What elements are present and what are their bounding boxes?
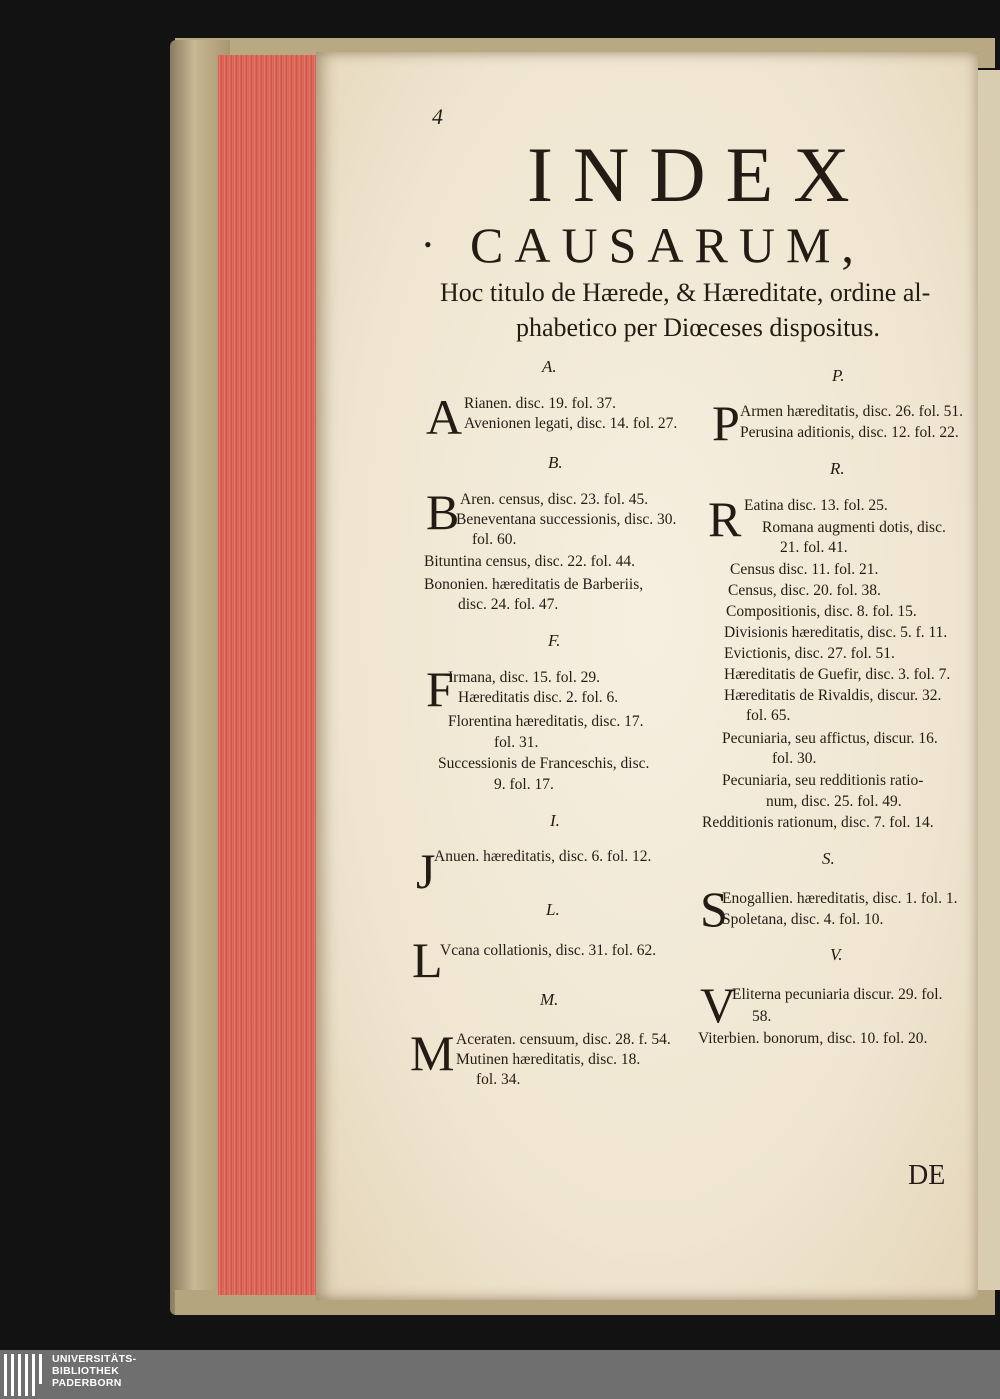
entry-r-16: Redditionis rationum, disc. 7. fol. 14. — [702, 814, 934, 831]
entry-m-2: Mutinen hæreditatis, disc. 18. — [456, 1051, 641, 1068]
section-heading-l: L. — [546, 900, 560, 919]
entry-f-1: Irmana, disc. 15. fol. 29. — [448, 669, 600, 686]
entry-s-2: Spoletana, disc. 4. fol. 10. — [722, 911, 884, 928]
entry-r-5: Census, disc. 20. fol. 38. — [728, 582, 881, 599]
entry-m-1: Aceraten. censuum, disc. 28. f. 54. — [456, 1031, 671, 1048]
entry-p-1: Armen hæreditatis, disc. 26. fol. 51. — [740, 403, 963, 420]
title-index: INDEX — [527, 131, 870, 218]
entry-r-4: Census disc. 11. fol. 21. — [730, 561, 879, 578]
initial-b: B — [426, 484, 460, 540]
initial-m: M — [410, 1025, 455, 1081]
initial-a: A — [426, 389, 463, 445]
entry-f-6: 9. fol. 17. — [494, 776, 554, 793]
section-heading-i: I. — [550, 811, 560, 830]
section-heading-f: F. — [548, 631, 561, 650]
initial-f: F — [426, 661, 454, 717]
section-heading-v: V. — [830, 945, 843, 964]
entry-r-7: Divisionis hæreditatis, disc. 5. f. 11. — [724, 624, 948, 641]
section-heading-a: A. — [542, 357, 557, 376]
initial-l: L — [412, 932, 443, 988]
entry-b-6: disc. 24. fol. 47. — [458, 596, 559, 613]
entry-f-4: fol. 31. — [494, 734, 539, 751]
entry-v-2: 58. — [752, 1008, 772, 1025]
initial-j: J — [416, 843, 436, 899]
logo-text-line3: PADERBORN — [52, 1377, 122, 1389]
entry-r-6: Compositionis, disc. 8. fol. 15. — [726, 603, 917, 620]
entry-l-1: Vcana collationis, disc. 31. fol. 62. — [440, 942, 657, 959]
initial-v: V — [700, 977, 737, 1033]
entry-r-10: Hæreditatis de Rivaldis, discur. 32. — [724, 687, 942, 704]
title-bullet: • — [424, 232, 432, 257]
page-number: 4 — [432, 104, 443, 129]
entry-r-13: fol. 30. — [772, 750, 817, 767]
initial-r: R — [708, 491, 742, 547]
logo-text-line2: BIBLIOTHEK — [52, 1365, 120, 1377]
entry-v-1: Eliterna pecuniaria discur. 29. fol. — [732, 986, 943, 1003]
entry-r-14: Pecuniaria, seu redditionis ratio- — [722, 772, 924, 789]
initial-s: S — [700, 881, 728, 937]
entry-r-9: Hæreditatis de Guefir, disc. 3. fol. 7. — [724, 666, 951, 683]
entry-r-12: Pecuniaria, seu affictus, discur. 16. — [722, 730, 938, 747]
entry-b-5: Bononien. hæreditatis de Barberiis, — [424, 576, 644, 593]
section-heading-m: M. — [540, 990, 559, 1009]
section-heading-s: S. — [822, 849, 835, 868]
entry-v-3: Viterbien. bonorum, disc. 10. fol. 20. — [698, 1030, 928, 1047]
section-heading-p: P. — [832, 366, 845, 385]
library-footer-bar — [0, 1350, 1000, 1399]
entry-r-11: fol. 65. — [746, 707, 791, 724]
entry-b-3: fol. 60. — [472, 531, 517, 548]
subtitle-line2: phabetico per Diœceses dispositus. — [516, 313, 880, 342]
logo-text-line1: UNIVERSITÄTS- — [52, 1353, 137, 1365]
catchword: DE — [908, 1160, 946, 1191]
entry-a-2: Avenionen legati, disc. 14. fol. 27. — [464, 415, 678, 432]
entry-s-1: Enogallien. hæreditatis, disc. 1. fol. 1. — [722, 890, 958, 907]
entry-r-3: 21. fol. 41. — [780, 539, 848, 556]
section-heading-r: R. — [830, 459, 845, 478]
facing-page-edge — [978, 70, 1000, 1290]
initial-p: P — [712, 395, 740, 451]
entry-r-1: Eatina disc. 13. fol. 25. — [744, 497, 888, 514]
entry-f-2: Hæreditatis disc. 2. fol. 6. — [458, 689, 619, 706]
entry-b-1: Aren. census, disc. 23. fol. 45. — [460, 491, 649, 508]
entry-b-4: Bituntina census, disc. 22. fol. 44. — [424, 553, 635, 570]
subtitle-line1: Hoc titulo de Hærede, & Hæreditate, ordine al- — [440, 278, 931, 307]
title-causarum: CAUSARUM, — [470, 217, 865, 273]
entry-f-5: Successionis de Franceschis, disc. — [438, 755, 650, 772]
entry-a-1: Rianen. disc. 19. fol. 37. — [464, 395, 616, 412]
entry-r-15: num, disc. 25. fol. 49. — [766, 793, 902, 810]
entry-b-2: Beneventana successionis, disc. 30. — [456, 511, 677, 528]
entry-f-3: Florentina hæreditatis, disc. 17. — [448, 713, 644, 730]
library-logo-icon — [4, 1354, 44, 1396]
section-heading-b: B. — [548, 453, 563, 472]
entry-r-2: Romana augmenti dotis, disc. — [762, 519, 946, 536]
entry-m-3: fol. 34. — [476, 1071, 521, 1088]
entry-r-8: Evictionis, disc. 27. fol. 51. — [724, 645, 895, 662]
entry-p-2: Perusina aditionis, disc. 12. fol. 22. — [740, 424, 959, 441]
entry-i-1: Anuen. hæreditatis, disc. 6. fol. 12. — [434, 848, 652, 865]
red-page-edge — [218, 55, 320, 1295]
